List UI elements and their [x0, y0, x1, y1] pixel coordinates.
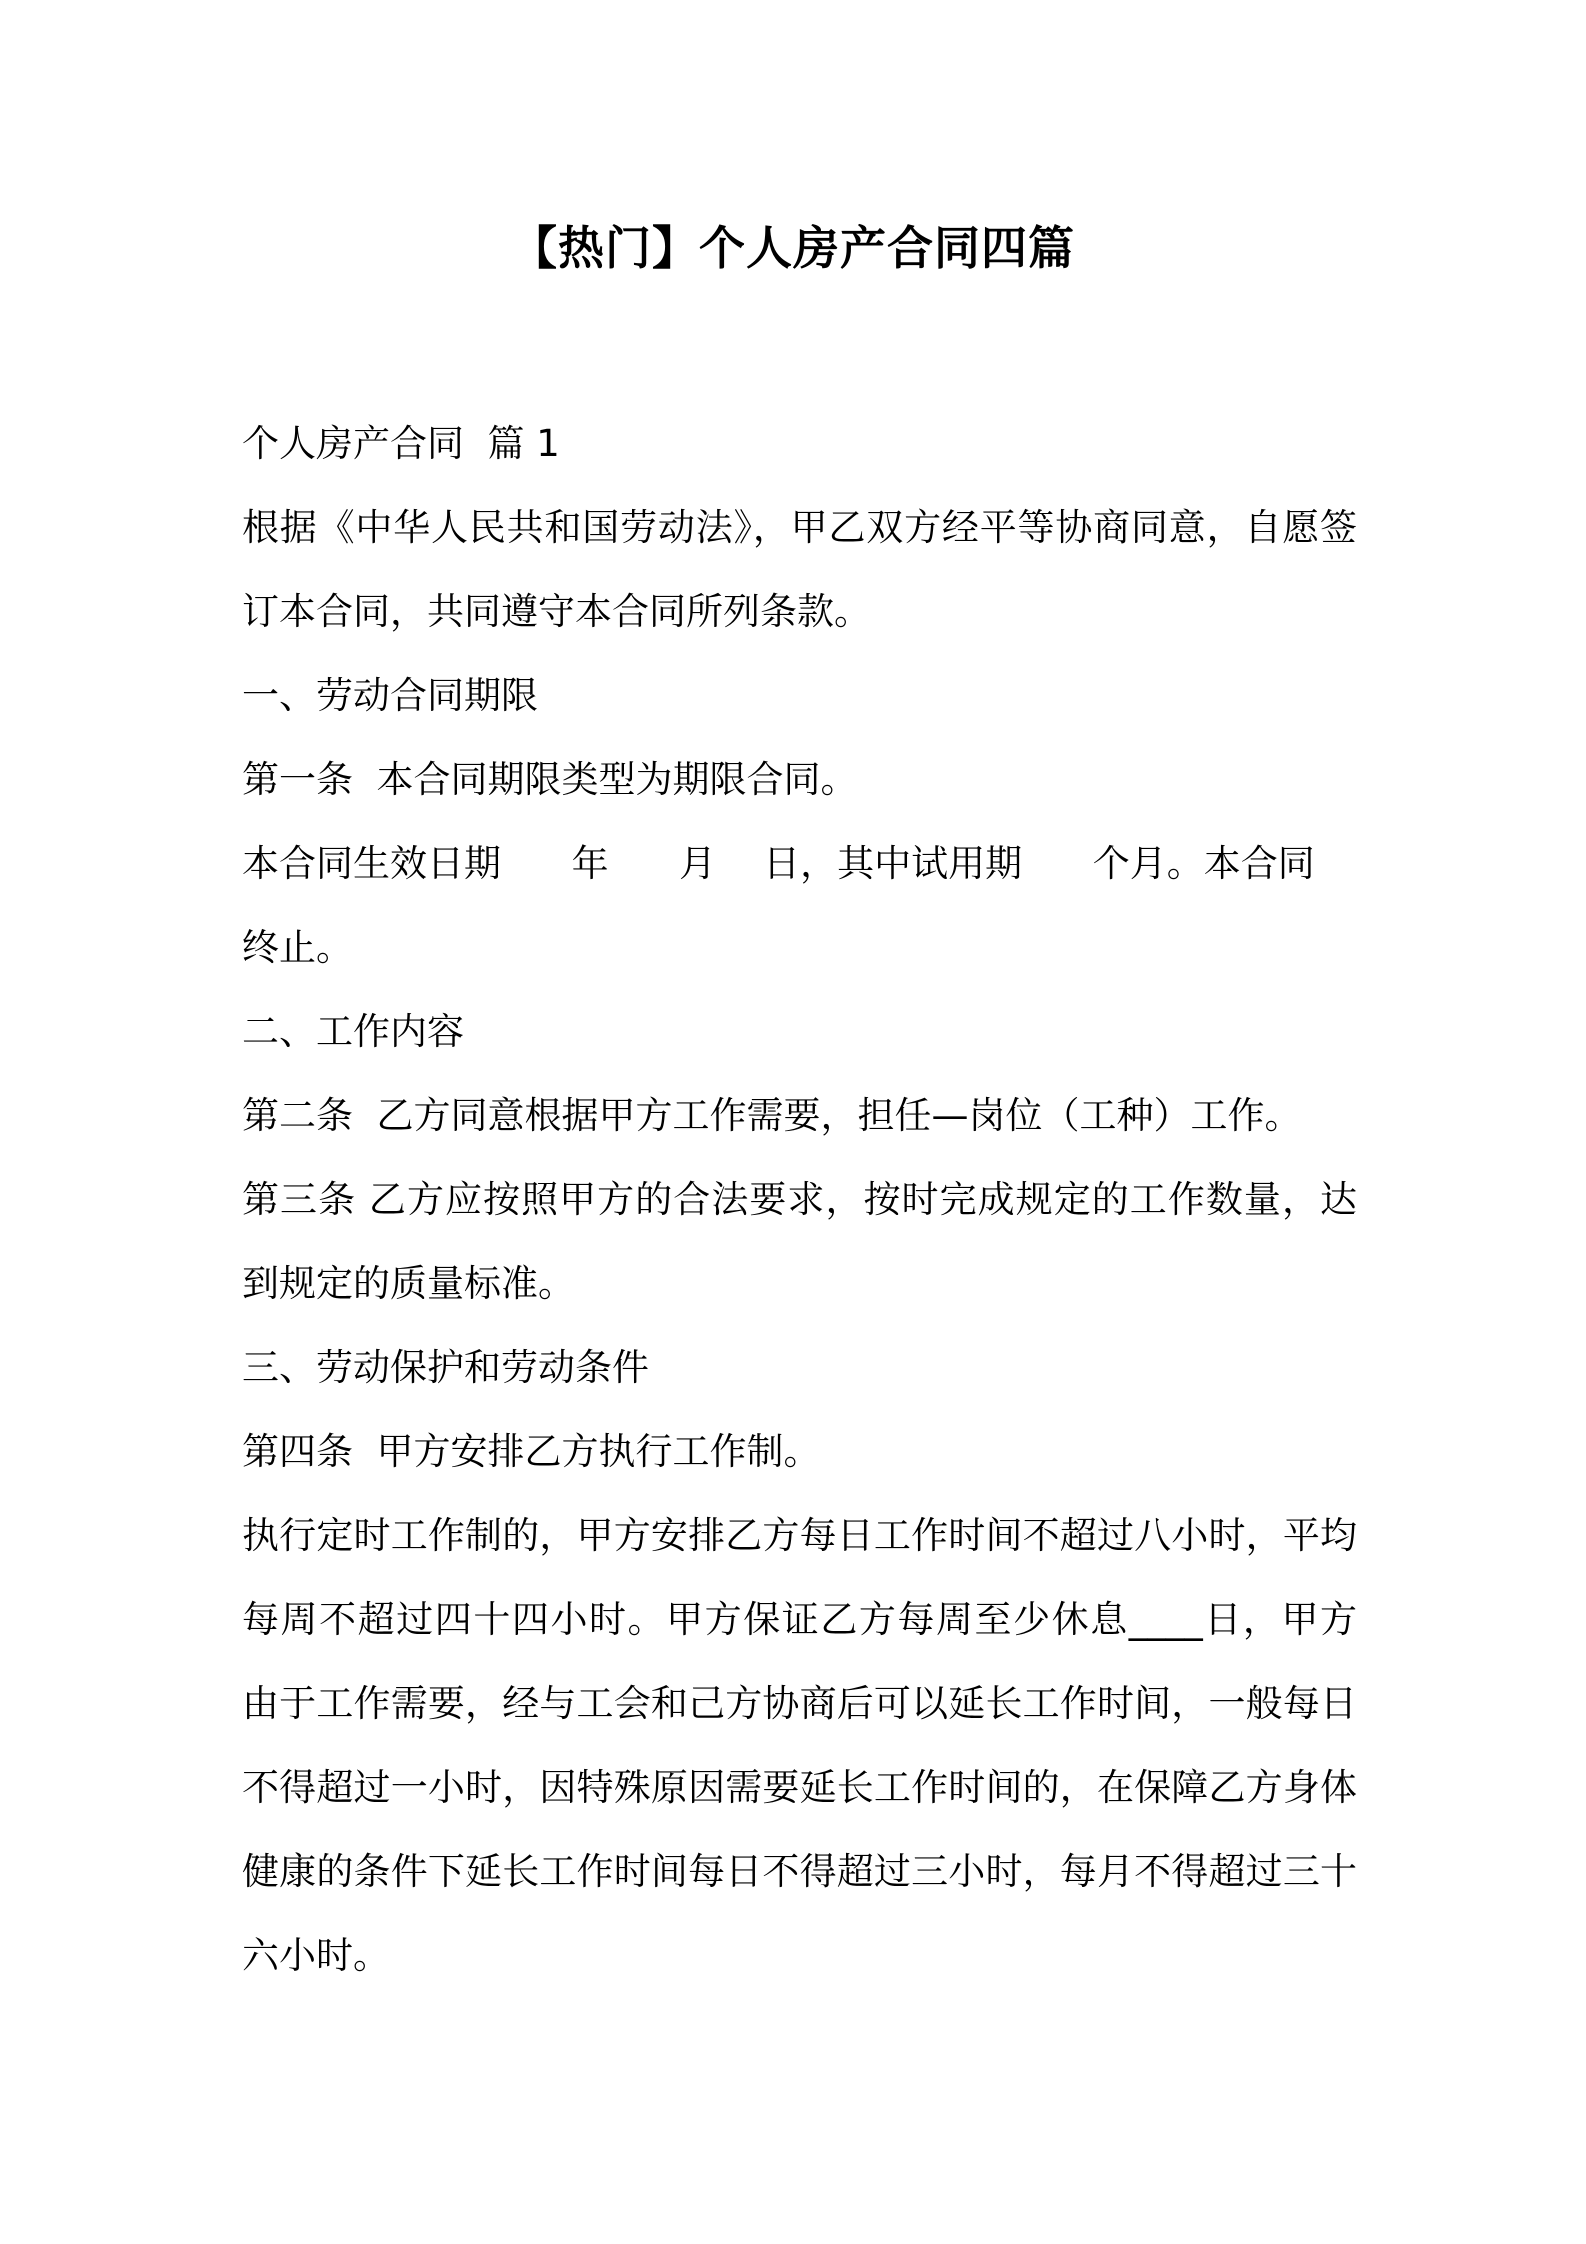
document-line: 健康的条件下延长工作时间每日不得超过三小时，每月不得超过三十: [242, 1850, 1357, 1893]
document-line: 二、工作内容: [242, 1010, 464, 1053]
document-line: 个人房产合同 篇 1: [242, 422, 560, 465]
document-body: [242, 402, 1357, 1998]
document-line: 第三条 乙方应按照甲方的合法要求，按时完成规定的工作数量，达: [242, 1178, 1357, 1221]
document-line: 一、劳动合同期限: [242, 674, 538, 717]
document-title: 【热门】个人房产合同四篇: [511, 221, 1075, 275]
document-line: 不得超过一小时，因特殊原因需要延长工作时间的，在保障乙方身体: [242, 1766, 1357, 1809]
document-line: 第四条 甲方安排乙方执行工作制。: [242, 1430, 821, 1473]
document-line: 到规定的质量标准。: [242, 1262, 575, 1305]
document-line: 三、劳动保护和劳动条件: [242, 1346, 649, 1389]
document-line: 第二条 乙方同意根据甲方工作需要，担任—岗位（工种）工作。: [242, 1094, 1302, 1137]
document-line: 终止。: [242, 926, 353, 969]
document-line: 每周不超过四十四小时。甲方保证乙方每周至少休息____日，甲方: [242, 1598, 1357, 1641]
document-line: 由于工作需要，经与工会和己方协商后可以延长工作时间，一般每日: [242, 1682, 1357, 1725]
document-line: 根据《中华人民共和国劳动法》，甲乙双方经平等协商同意，自愿签: [242, 506, 1357, 549]
document-line: 订本合同，共同遵守本合同所列条款。: [242, 590, 871, 633]
document-line: 执行定时工作制的，甲方安排乙方每日工作时间不超过八小时，平均: [242, 1514, 1357, 1557]
document-line: 本合同生效日期 年 月 日，其中试用期 个月。本合同: [242, 842, 1315, 885]
document-line: 第一条 本合同期限类型为期限合同。: [242, 758, 858, 801]
document-line: 六小时。: [242, 1934, 390, 1977]
